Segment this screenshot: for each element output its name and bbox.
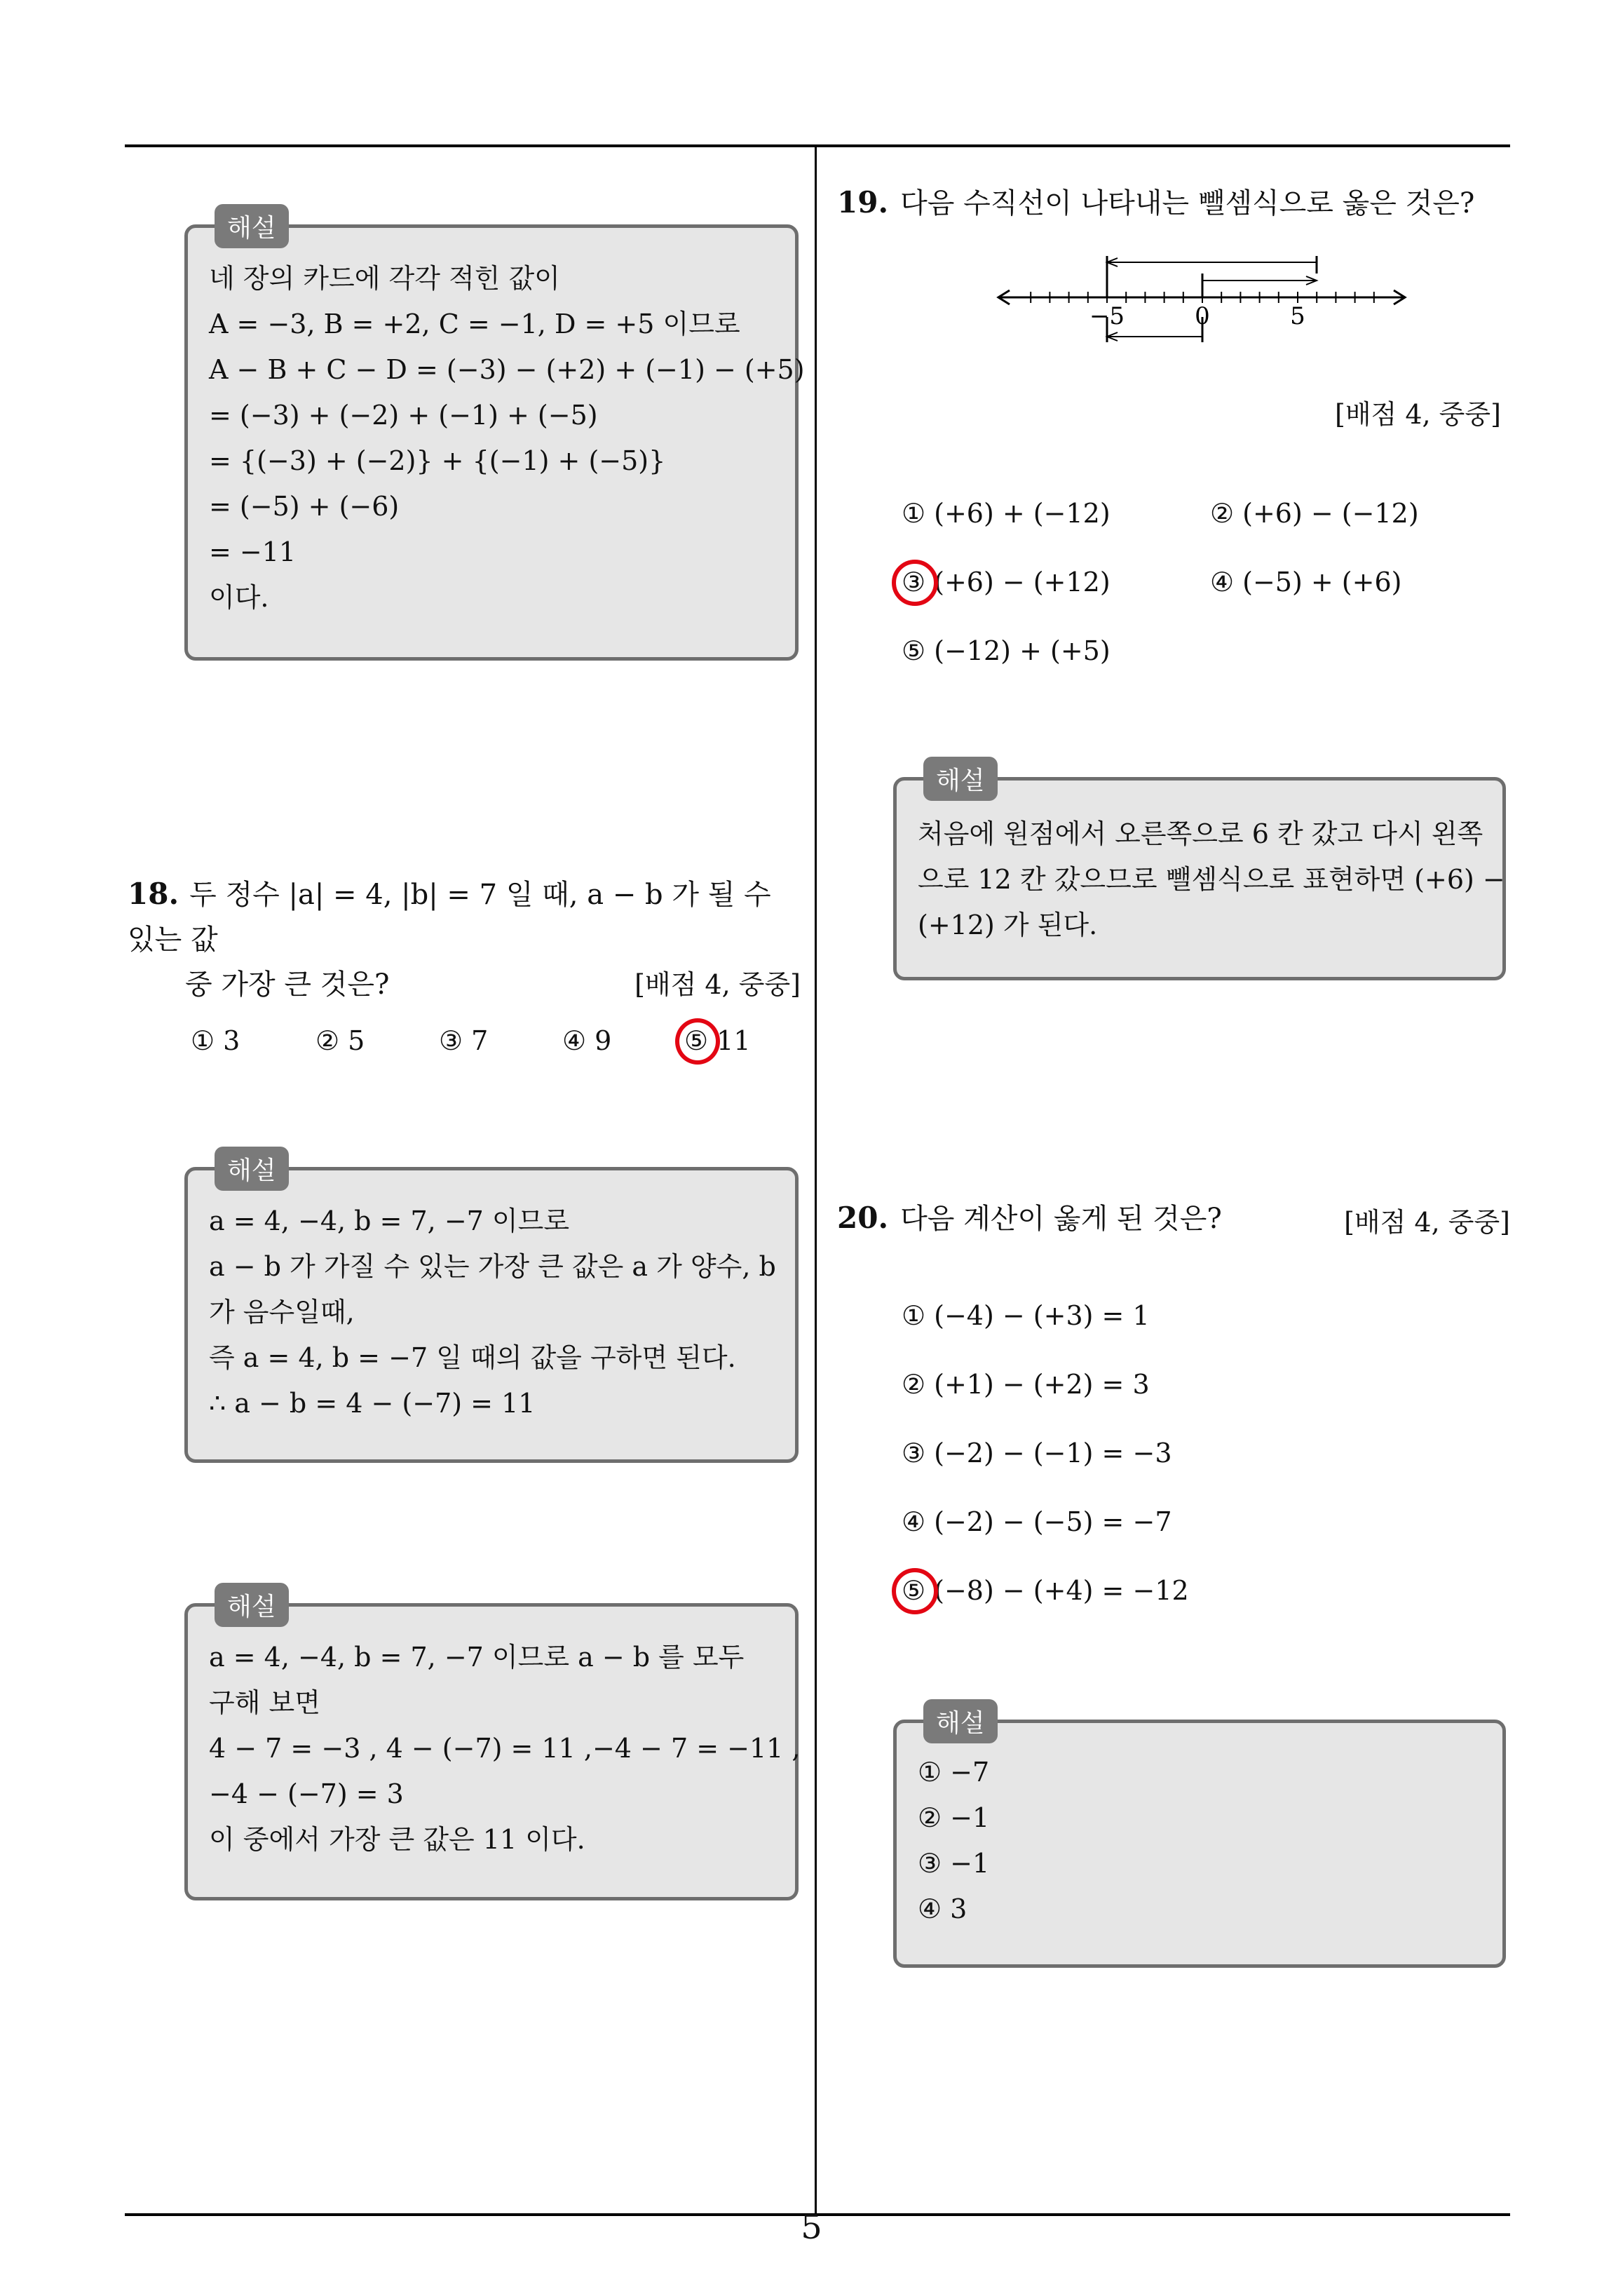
choice-5[interactable]: ⑤ 11: [684, 1025, 751, 1056]
solution-label: 해설: [923, 1699, 998, 1743]
choice-2[interactable]: ② (+1) − (+2) = 3: [902, 1369, 1150, 1400]
solution-line: 구해 보면: [209, 1687, 320, 1718]
solution-label: 해설: [215, 204, 289, 248]
number-line-figure: [991, 252, 1412, 358]
choice-2[interactable]: ② 5: [315, 1025, 365, 1056]
answer-mark: [892, 1568, 938, 1614]
solution-line: 이다.: [209, 582, 269, 613]
choice-4[interactable]: ④ (−5) + (+6): [1210, 567, 1402, 597]
solution-line: = −11: [209, 536, 297, 567]
solution-line: 으로 12 칸 갔으므로 뺄셈식으로 표현하면 (+6) −: [918, 864, 1505, 895]
choice-1[interactable]: ① (−4) − (+3) = 1: [902, 1300, 1150, 1331]
solution-line: ∴ a − b = 4 − (−7) = 11: [209, 1388, 536, 1419]
solution-line: 즉 a = 4, b = −7 일 때의 값을 구하면 된다.: [209, 1342, 736, 1373]
question-number: 19.: [837, 185, 889, 220]
score-meta: [배점 4, 중중]: [634, 969, 801, 1000]
solution-line: A = −3, B = +2, C = −1, D = +5 이므로: [209, 309, 740, 339]
q17-solution-box: [184, 214, 805, 661]
solution-line: ② −1: [918, 1802, 990, 1833]
answer-mark: [892, 560, 938, 606]
choice-2[interactable]: ② (+6) − (−12): [1210, 498, 1419, 529]
choice-5[interactable]: ⑤ (−8) − (+4) = −12: [902, 1575, 1189, 1606]
solution-line: A − B + C − D = (−3) − (+2) + (−1) − (+5): [209, 354, 805, 385]
top-rule: [125, 144, 1510, 147]
q18-solution-box-2: [184, 1593, 801, 1900]
q18-question: [128, 872, 801, 1007]
solution-line: a = 4, −4, b = 7, −7 이므로 a − b 를 모두: [209, 1642, 745, 1673]
choice-5[interactable]: ⑤ (−12) + (+5): [902, 635, 1111, 666]
solution-body: [209, 1198, 777, 1426]
solution-line: = (−5) + (−6): [209, 491, 400, 522]
question-text: 중 가장 큰 것은?: [185, 968, 390, 1001]
choice-4[interactable]: ④ (−2) − (−5) = −7: [902, 1506, 1172, 1537]
solution-line: a − b 가 가질 수 있는 가장 큰 값은 a 가 양수, b: [209, 1251, 776, 1282]
column-divider: [815, 144, 817, 2216]
solution-body: [918, 1750, 1484, 1932]
q20-solution-box: [893, 1709, 1506, 1968]
question-number: 18.: [128, 877, 179, 911]
solution-line: ① −7: [918, 1757, 990, 1788]
solution-label: 해설: [215, 1147, 289, 1191]
q18-solution-box-1: [184, 1156, 799, 1463]
solution-line: 처음에 원점에서 오른쪽으로 6 칸 갔고 다시 왼쪽: [918, 818, 1483, 849]
score-meta: [배점 4, 중중]: [1335, 399, 1501, 430]
choice-1[interactable]: ① (+6) + (−12): [902, 498, 1111, 529]
solution-line: (+12) 가 된다.: [918, 910, 1098, 940]
choice-3[interactable]: ③ 7: [439, 1025, 489, 1056]
choice-3[interactable]: ③ (+6) − (+12): [902, 567, 1111, 597]
solution-label: 해설: [923, 757, 998, 801]
solution-line: 네 장의 카드에 각각 적힌 값이: [209, 263, 560, 294]
question-number: 20.: [837, 1201, 889, 1235]
solution-body: [209, 256, 805, 621]
solution-line: = {(−3) + (−2)} + {(−1) + (−5)}: [209, 445, 666, 476]
tick-label-minus5: −5: [1089, 302, 1125, 330]
question-text: 두 정수 |a| = 4, |b| = 7 일 때, a − b 가 될 수 있는 값: [128, 879, 771, 956]
answer-mark: [675, 1018, 720, 1065]
solution-line: ③ −1: [918, 1848, 990, 1879]
q19-question: [837, 181, 1510, 226]
solution-line: = (−3) + (−2) + (−1) + (−5): [209, 400, 598, 431]
solution-line: a = 4, −4, b = 7, −7 이므로: [209, 1206, 570, 1236]
question-text: 다음 계산이 옳게 된 것은?: [900, 1203, 1222, 1235]
tick-label-5: 5: [1290, 302, 1305, 330]
solution-line: 가 음수일때,: [209, 1297, 355, 1328]
choice-3[interactable]: ③ (−2) − (−1) = −3: [902, 1438, 1172, 1468]
choice-4[interactable]: ④ 9: [562, 1025, 612, 1056]
q19-solution-box: [893, 767, 1506, 980]
tick-label-0: 0: [1195, 302, 1210, 330]
q20-question: [837, 1196, 1510, 1241]
solution-line: ④ 3: [918, 1893, 967, 1924]
solution-line: −4 − (−7) = 3: [209, 1778, 404, 1809]
solution-line: 이 중에서 가장 큰 값은 11 이다.: [209, 1824, 585, 1855]
page-number: 5: [801, 2208, 822, 2247]
choice-1[interactable]: ① 3: [191, 1025, 240, 1056]
solution-line: 4 − 7 = −3 , 4 − (−7) = 11 ,−4 − 7 = −11 ,: [209, 1733, 801, 1764]
solution-label: 해설: [215, 1583, 289, 1627]
question-text: 다음 수직선이 나타내는 뺄셈식으로 옳은 것은?: [900, 187, 1475, 220]
solution-body: [209, 1635, 801, 1863]
score-meta: [배점 4, 중중]: [1344, 1207, 1510, 1238]
solution-body: [918, 811, 1505, 948]
